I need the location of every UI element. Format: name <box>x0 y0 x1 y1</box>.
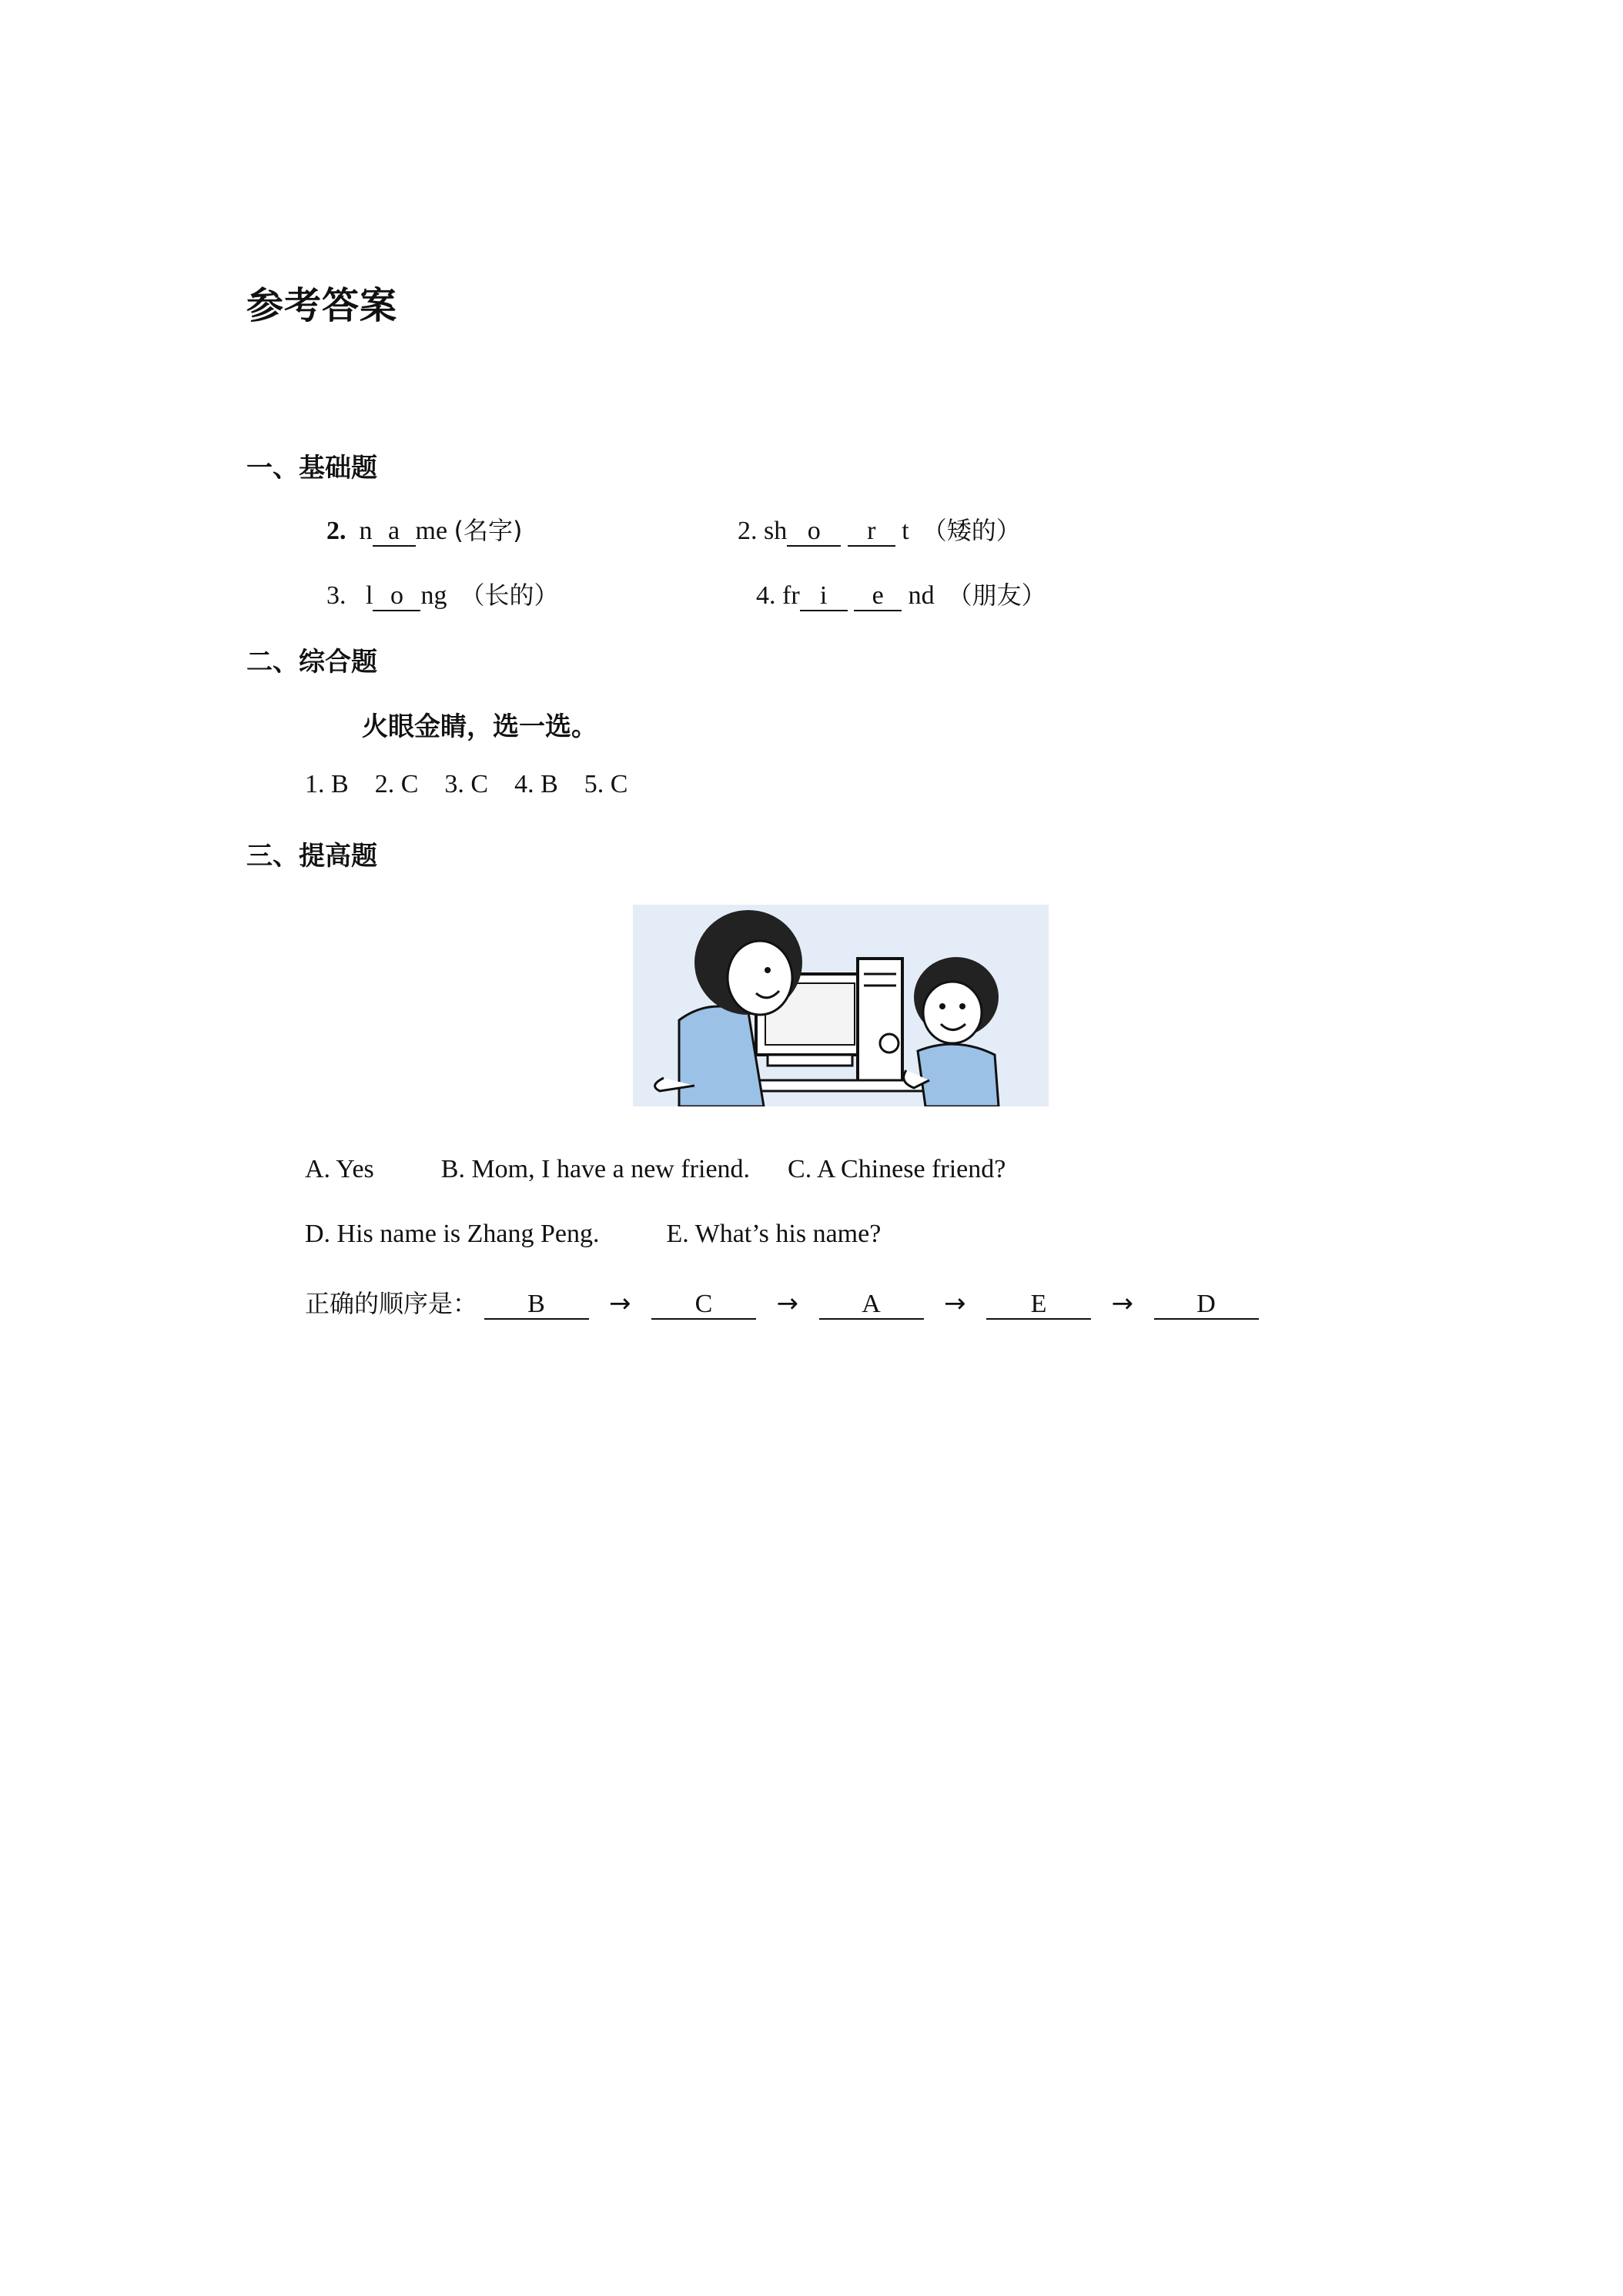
option-a: A. Yes <box>305 1155 374 1183</box>
answer-blank: a <box>373 517 416 547</box>
answer-item: 5. C <box>584 770 628 798</box>
answer-item: 4. B <box>514 770 558 798</box>
chinese-gloss: （矮的） <box>922 516 1021 545</box>
section-2-heading: 二、综合题 <box>246 647 377 678</box>
choice-answers <box>305 770 627 799</box>
section-2-subheading: 火眼金睛，选一选。 <box>362 711 597 742</box>
order-blank: E <box>986 1290 1091 1320</box>
chinese-gloss: （朋友） <box>947 581 1046 610</box>
item-number: 3. <box>326 581 346 610</box>
order-blank: D <box>1154 1290 1259 1320</box>
arrow-icon: → <box>609 1288 631 1319</box>
order-label: 正确的顺序是： <box>305 1289 478 1318</box>
answer-blank: i <box>800 581 848 611</box>
chinese-gloss: (名字) <box>453 516 523 545</box>
item-name <box>326 511 523 547</box>
option-d: D. His name is Zhang Peng. <box>305 1220 600 1248</box>
section-1-heading: 一、基础题 <box>246 453 377 484</box>
word-suffix: nd <box>908 581 935 610</box>
answer-blank: e <box>854 581 902 611</box>
arrow-icon: → <box>776 1288 799 1319</box>
word-prefix: l <box>366 581 373 610</box>
word-prefix: sh <box>764 517 788 545</box>
item-long <box>326 576 558 611</box>
correct-order-line <box>305 1284 1259 1320</box>
answer-blank: o <box>787 517 841 547</box>
order-blank: C <box>651 1290 756 1320</box>
arrow-icon: → <box>1111 1288 1134 1319</box>
item-number: 2. <box>738 517 758 545</box>
chinese-gloss: （长的） <box>460 581 559 610</box>
answer-item: 3. C <box>444 770 489 798</box>
word-suffix: t <box>902 517 909 545</box>
word-prefix: n <box>359 517 373 545</box>
order-blank: A <box>819 1290 924 1320</box>
word-suffix: ng <box>420 581 447 610</box>
option-e: E. What’s his name? <box>666 1220 882 1248</box>
mother-and-boy-at-computer-illustration <box>633 905 1049 1106</box>
item-number: 2. <box>326 517 346 545</box>
option-b: B. Mom, I have a new friend. <box>440 1155 751 1183</box>
option-c: C. A Chinese friend? <box>788 1155 1006 1183</box>
page-title: 参考答案 <box>246 284 398 327</box>
answer-blank: r <box>848 517 895 547</box>
item-short <box>738 511 1021 547</box>
answer-item: 1. B <box>305 770 349 798</box>
section-3-heading: 三、提高题 <box>246 841 377 872</box>
item-friend <box>756 576 1046 611</box>
options-line-2 <box>305 1220 881 1249</box>
word-suffix: me <box>415 517 448 545</box>
arrow-icon: → <box>944 1288 966 1319</box>
options-line-1 <box>305 1155 1006 1184</box>
word-prefix: fr <box>782 581 800 610</box>
item-number: 4. <box>756 581 776 610</box>
order-blank: B <box>484 1290 589 1320</box>
answer-item: 2. C <box>374 770 419 798</box>
answer-blank: o <box>373 581 420 611</box>
